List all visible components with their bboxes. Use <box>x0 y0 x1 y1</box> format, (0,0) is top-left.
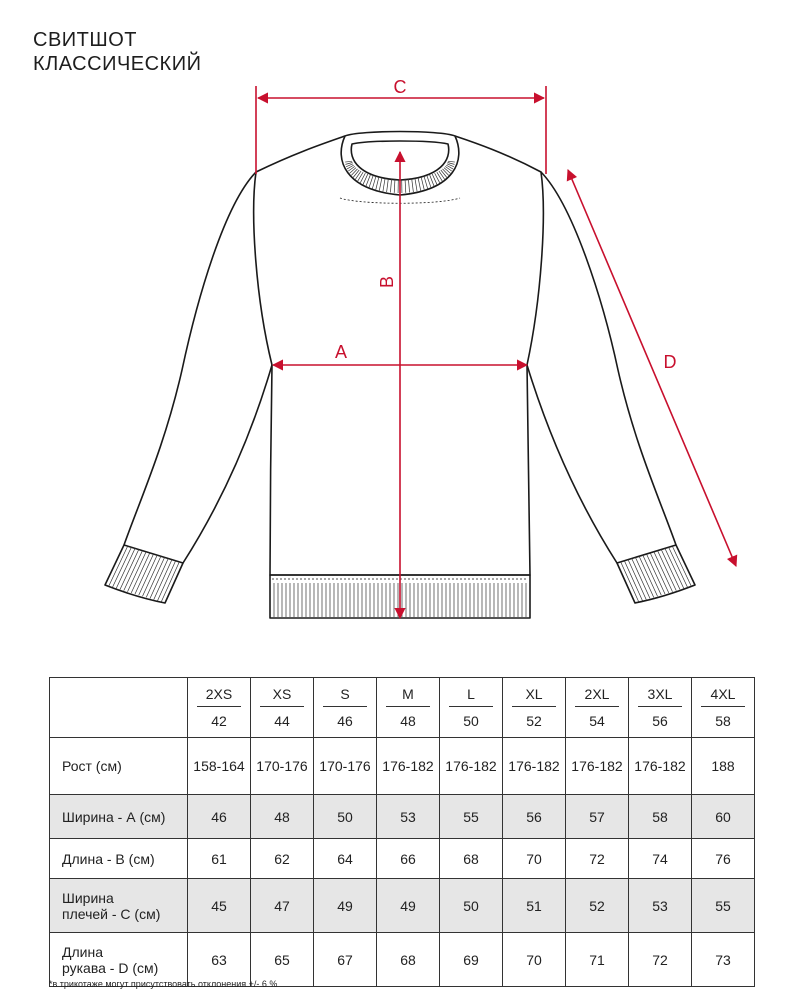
rib-line <box>412 178 414 192</box>
dimension-c-label: C <box>393 77 407 97</box>
value-cell: 48 <box>251 795 314 839</box>
left-sleeve-inner <box>183 365 272 563</box>
rib-line <box>345 163 352 165</box>
value-cell: 62 <box>251 839 314 879</box>
value-cell: 61 <box>188 839 251 879</box>
size-number: 42 <box>211 713 227 729</box>
value-cell: 51 <box>503 879 566 933</box>
value-cell: 66 <box>377 839 440 879</box>
row-label-line: плечей - С (см) <box>62 905 161 922</box>
size-number: 46 <box>337 713 353 729</box>
size-label: 2XL <box>575 686 619 707</box>
table-row <box>50 738 755 795</box>
dimension-a-label: A <box>334 342 348 362</box>
row-label-line: Длина - В (см) <box>62 850 155 867</box>
value-cell: 70 <box>503 933 566 987</box>
value-cell: 60 <box>692 795 755 839</box>
value-cell: 76 <box>692 839 755 879</box>
rib-line <box>350 168 356 174</box>
rib-line <box>439 171 445 179</box>
value-cell: 69 <box>440 933 503 987</box>
size-label: 2XS <box>197 686 241 707</box>
value-cell: 170-176 <box>314 738 377 795</box>
value-cell: 72 <box>566 839 629 879</box>
row-label-cell <box>50 738 188 795</box>
rib-line <box>418 178 421 191</box>
size-header-row <box>50 678 755 738</box>
left-sleeve-outline <box>124 172 256 545</box>
rib-line <box>441 170 447 177</box>
size-header-cell <box>692 678 755 738</box>
value-cell: 52 <box>566 879 629 933</box>
footnote: *в трикотаже могут присутствовать отклонения +/- 6 % <box>49 979 278 989</box>
rib-line <box>672 546 691 586</box>
rib-line <box>405 179 406 193</box>
rib-line <box>669 547 688 587</box>
rib-line <box>421 177 424 190</box>
product-title-line1: СВИТШОТ <box>33 29 137 51</box>
value-cell: 57 <box>566 795 629 839</box>
rib-line <box>442 169 448 176</box>
value-cell: 176-182 <box>377 738 440 795</box>
size-label: S <box>323 686 367 707</box>
rib-line <box>379 178 382 191</box>
size-number: 54 <box>589 713 605 729</box>
right-sleeve-outline <box>541 172 676 545</box>
table-row <box>50 839 755 879</box>
value-cell: 58 <box>629 795 692 839</box>
right-sleeve-inner <box>527 365 617 563</box>
value-cell: 55 <box>692 879 755 933</box>
size-header-cell <box>251 678 314 738</box>
value-cell: 176-182 <box>566 738 629 795</box>
size-number: 56 <box>652 713 668 729</box>
value-cell: 176-182 <box>629 738 692 795</box>
rib-line <box>358 172 363 181</box>
rib-line <box>387 178 389 192</box>
size-number: 44 <box>274 713 290 729</box>
size-label: XS <box>260 686 304 707</box>
value-cell: 176-182 <box>503 738 566 795</box>
size-label: 3XL <box>638 686 682 707</box>
size-number: 58 <box>715 713 731 729</box>
rib-line <box>376 177 379 190</box>
rib-line <box>113 547 132 587</box>
size-header-cell <box>440 678 503 738</box>
size-header-cell <box>314 678 377 738</box>
rib-line <box>383 178 385 191</box>
size-header-cell <box>629 678 692 738</box>
row-label-cell <box>50 839 188 879</box>
rib-line <box>424 176 428 188</box>
table-row <box>50 795 755 839</box>
size-label: L <box>449 686 493 707</box>
value-cell: 188 <box>692 738 755 795</box>
size-label: M <box>386 686 430 707</box>
rib-line <box>355 171 361 179</box>
rib-line <box>437 172 442 181</box>
rib-line <box>408 179 409 193</box>
product-title-line2: КЛАССИЧЕСКИЙ <box>33 53 202 75</box>
value-cell: 64 <box>314 839 377 879</box>
value-cell: 170-176 <box>251 738 314 795</box>
value-cell: 71 <box>566 933 629 987</box>
row-label-cell <box>50 795 188 839</box>
dimension-b-label: B <box>377 275 397 289</box>
size-header-cell <box>503 678 566 738</box>
value-cell: 65 <box>251 933 314 987</box>
row-label-line: Ширина <box>62 889 114 906</box>
rib-line <box>445 166 452 171</box>
table-row <box>50 879 755 933</box>
value-cell: 49 <box>314 879 377 933</box>
value-cell: 53 <box>629 879 692 933</box>
dimension-d-line <box>568 170 736 566</box>
value-cell: 67 <box>314 933 377 987</box>
row-label-line: Ширина - А (см) <box>62 808 166 825</box>
header-corner-cell <box>50 678 188 738</box>
torso-outline <box>254 136 544 575</box>
size-table <box>49 677 755 987</box>
value-cell: 73 <box>692 933 755 987</box>
value-cell: 63 <box>188 933 251 987</box>
size-number: 48 <box>400 713 416 729</box>
size-header-cell <box>188 678 251 738</box>
size-header-cell <box>566 678 629 738</box>
row-label-line: рукава - D (см) <box>62 959 159 976</box>
rib-line <box>345 161 352 162</box>
rib-line <box>444 168 450 174</box>
value-cell: 176-182 <box>440 738 503 795</box>
rib-line <box>448 161 455 162</box>
size-number: 52 <box>526 713 542 729</box>
dimension-d-label: D <box>663 352 677 372</box>
row-label-line: Длина <box>62 943 103 960</box>
value-cell: 74 <box>629 839 692 879</box>
size-header-cell <box>377 678 440 738</box>
size-number: 50 <box>463 713 479 729</box>
size-label: XL <box>512 686 556 707</box>
value-cell: 72 <box>629 933 692 987</box>
value-cell: 68 <box>377 933 440 987</box>
value-cell: 56 <box>503 795 566 839</box>
value-cell: 53 <box>377 795 440 839</box>
value-cell: 70 <box>503 839 566 879</box>
value-cell: 68 <box>440 839 503 879</box>
rib-line <box>353 170 359 177</box>
value-cell: 45 <box>188 879 251 933</box>
row-label-cell <box>50 879 188 933</box>
value-cell: 47 <box>251 879 314 933</box>
rib-line <box>348 166 355 171</box>
rib-line <box>390 179 391 193</box>
value-cell: 55 <box>440 795 503 839</box>
rib-line <box>109 546 128 586</box>
value-cell: 50 <box>440 879 503 933</box>
value-cell: 158-164 <box>188 738 251 795</box>
value-cell: 50 <box>314 795 377 839</box>
rib-line <box>394 179 395 193</box>
rib-line <box>448 163 455 165</box>
value-cell: 49 <box>377 879 440 933</box>
rib-line <box>415 178 417 191</box>
rib-line <box>351 169 357 176</box>
row-label-line: Рост (см) <box>62 758 122 774</box>
size-label: 4XL <box>701 686 745 707</box>
rib-line <box>372 176 376 188</box>
value-cell: 46 <box>188 795 251 839</box>
